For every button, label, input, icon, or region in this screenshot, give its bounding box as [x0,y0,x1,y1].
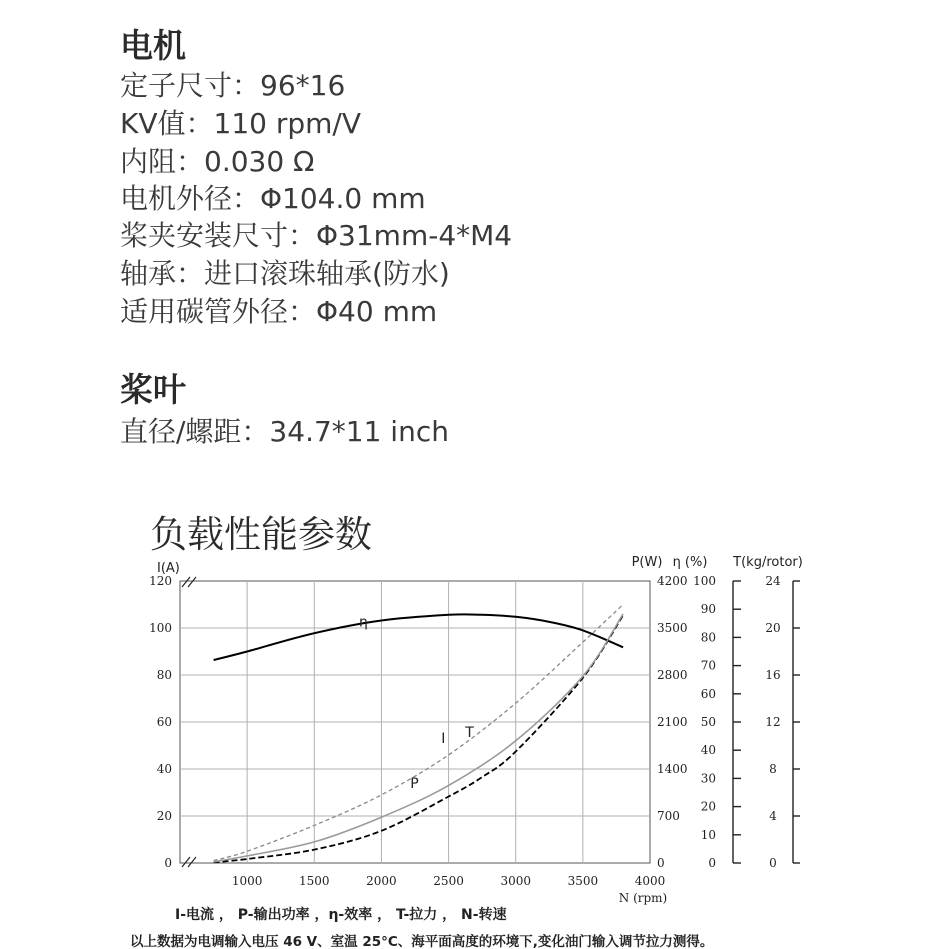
thrust-axis-tick-label: 24 [765,574,781,588]
x-tick-label: 4000 [634,874,666,888]
series-label-T: T [465,724,474,741]
x-tick-label: 1000 [231,874,263,888]
p-axis-tick-label: 1400 [657,762,688,776]
thrust-axis-tick-label: 4 [769,809,777,823]
chart-series [214,605,623,863]
p-axis-tick-label: 2800 [657,668,688,682]
p-axis-tick-label: 700 [657,809,680,823]
x-tick-label: 3500 [567,874,599,888]
i-axis-tick-label: 60 [156,715,172,729]
thrust-axis-tick-label: 16 [765,668,781,682]
eta-axis-tick-label: 10 [700,827,716,842]
propeller-section-title: 桨叶 [120,370,186,409]
eta-axis-tick-label: 40 [700,743,716,758]
performance-chart [0,500,949,949]
x-tick-label: 3000 [500,874,531,888]
x-tick-label: 1500 [299,874,330,888]
eta-axis-tick-label: 60 [700,686,716,701]
eta-axis-tick-label: 90 [700,602,716,617]
series-line-T [214,614,623,862]
spec-stator-size: 定子尺寸：96*16 [120,69,346,102]
eta-axis-tick-label: 100 [693,574,716,588]
p-axis-tick-label: 2100 [657,715,688,729]
eta-axis-label: η (%) [672,555,708,570]
thrust-axis-tick-label: 8 [769,762,777,776]
thrust-axis-label: T(kg/rotor) [733,555,803,570]
motor-section-title: 电机 [120,26,186,65]
series-line-P [214,615,623,862]
i-axis-tick-label: 120 [149,574,172,588]
axis-break-mark [182,857,196,867]
i-axis-tick-label: 100 [149,621,172,635]
i-axis-tick-label: 80 [156,668,172,682]
thrust-axis-tick-label: 0 [769,856,777,870]
i-axis-label: I(A) [157,561,180,576]
chart-footnote: 以上数据为电调输入电压 46 V、室温 25°C、海平面高度的环境下,变化油门输入调节拉力测得。 [130,934,714,949]
series-label-P: P [410,775,419,792]
spec-carbon-tube: 适用碳管外径：Φ40 mm [120,295,438,328]
eta-axis-tick-label: 20 [700,799,716,814]
eta-axis-tick-label: 70 [700,658,716,673]
x-tick-label: 2500 [433,874,464,888]
p-axis-tick-label: 0 [657,856,665,870]
p-axis-tick-label: 3500 [657,621,688,635]
i-axis-tick-label: 0 [164,856,172,870]
spec-prop-mount: 桨夹安装尺寸：Φ31mm-4*M4 [120,219,513,252]
spec-bearing: 轴承：进口滚珠轴承(防水) [120,257,450,290]
spec-resistance: 内阻：0.030 Ω [120,145,315,178]
series-label-I: I [441,730,446,747]
eta-axis-tick-label: 0 [708,856,716,870]
x-axis-label: N (rpm) [618,891,668,905]
spec-diameter-pitch: 直径/螺距：34.7*11 inch [120,415,449,448]
eta-axis-tick-label: 80 [700,630,716,645]
axis-break-mark [182,577,196,587]
series-label-eta: η [358,614,368,631]
spec-kv: KV值：110 rpm/V [120,107,362,140]
chart-legend: I-电流 ， P-输出功率 ，η-效率 ， T-拉力 ， N-转速 [175,907,507,923]
chart-title: 负载性能参数 [150,513,372,556]
eta-axis-tick-label: 30 [700,771,716,786]
p-axis-tick-label: 4200 [657,574,688,588]
i-axis-tick-label: 40 [156,762,172,776]
spec-outer-diameter: 电机外径：Φ104.0 mm [120,182,426,215]
thrust-axis-tick-label: 20 [765,621,781,635]
series-line-eta [214,614,623,660]
p-axis-label: P(W) [631,555,663,570]
thrust-axis-tick-label: 12 [765,715,781,729]
i-axis-tick-label: 20 [156,809,172,823]
eta-axis-tick-label: 50 [700,715,716,729]
chart-grid [180,581,650,863]
x-tick-label: 2000 [366,874,397,888]
